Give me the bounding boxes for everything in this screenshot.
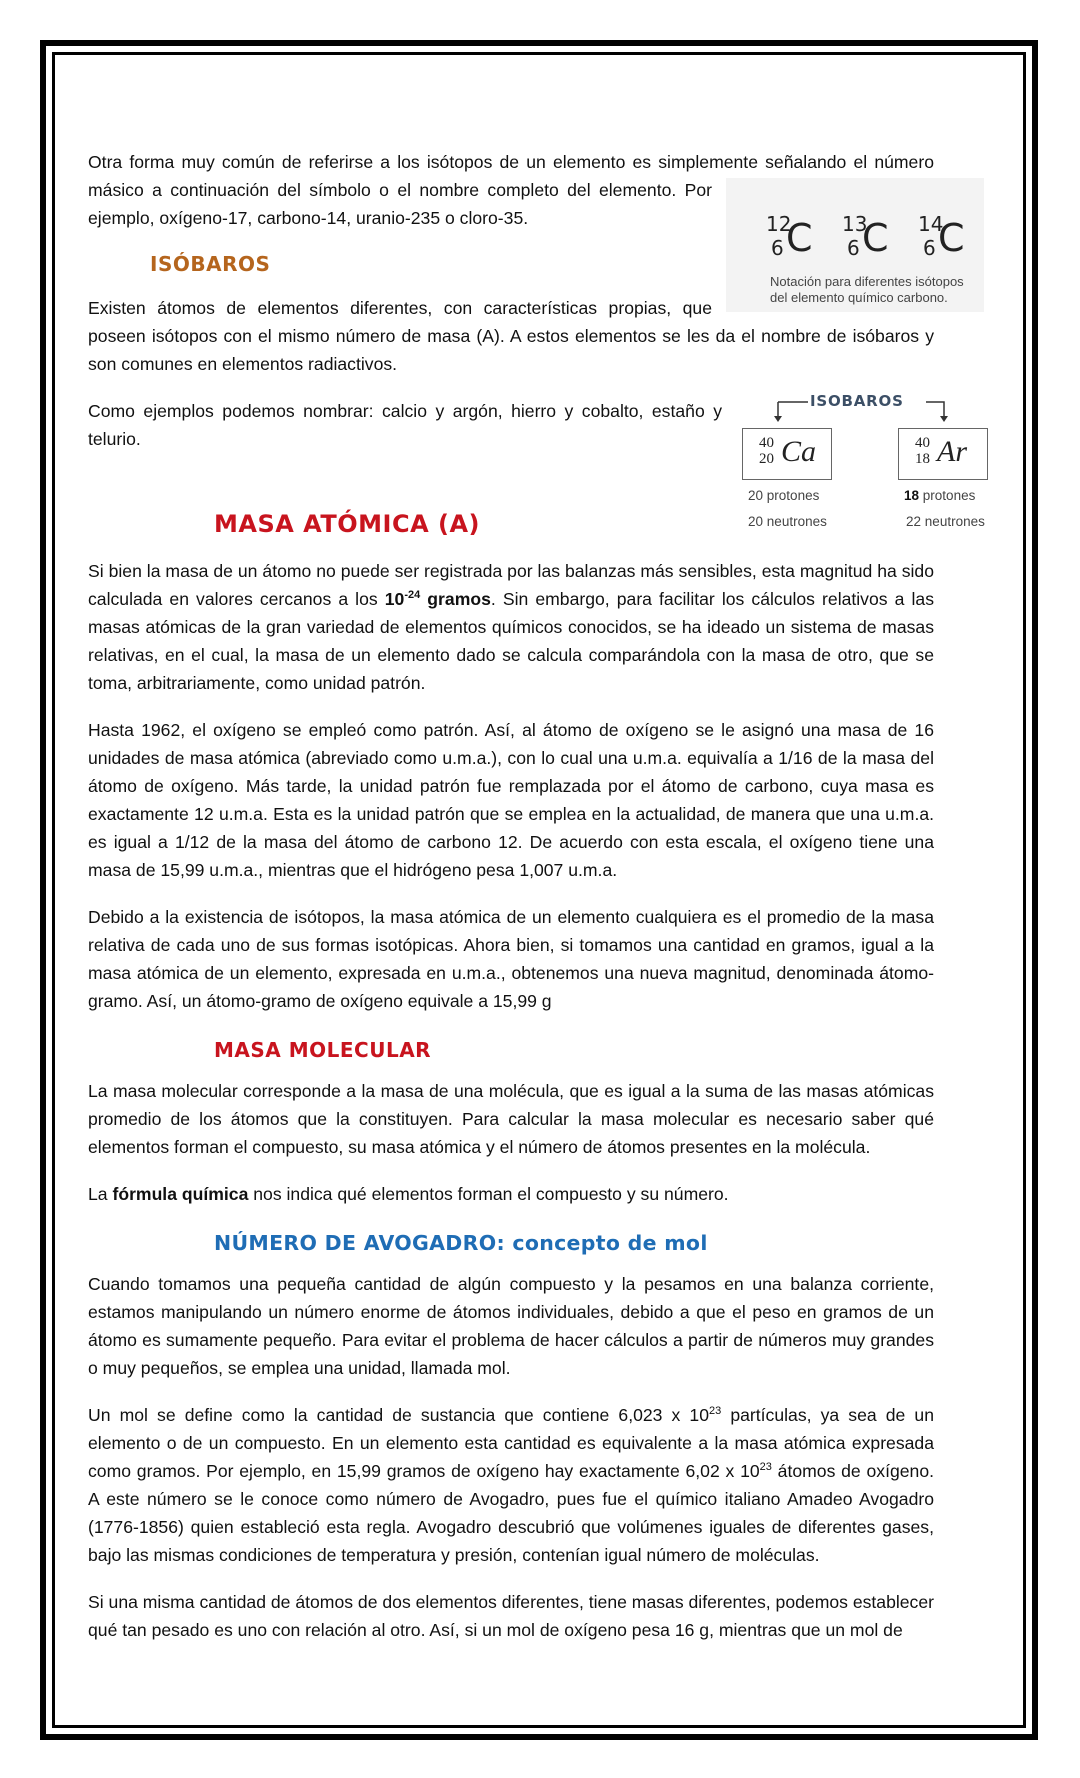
isobaros-line-1: Existen átomos de elementos diferentes, con características propias, que bbox=[88, 298, 712, 318]
paragraph-masa-1: Si bien la masa de un átomo no puede ser registrada por las balanzas más sensibles, esta magnitud ha sido calculada en valores cercanos a los $10^{-24}$ gramos. Sin embargo, para facilitar los cálculos relativos a las masas atómicas de la gran variedad de elementos químicos conocidos, se ha ideado un sistema de masas relativas, en el cual, la masa de un elemento dado se calcula comparándola con la masa de otro, que se toma, arbitrariamente, como unidad patrón. bbox=[88, 561, 934, 693]
isobaros-line-3: son comunes en elementos radiactivos. bbox=[88, 354, 398, 374]
paragraph-masa-2: Hasta 1962, el oxígeno se empleó como patrón. Así, al átomo de oxígeno se le asignó una masa de 16 unidades de masa atómica (abreviado como u.m.a.), con lo cual una u.m.a. equivalía a 1/16 de la masa del átomo de oxígeno. Más tarde, la unidad patrón fue remplazada por el átomo de carbono, cuya masa es exactamente 12 u.m.a. Esta es la unidad patrón que se emplea en la actualidad, de manera que una u.m.a. es igual a 1/12 de la masa del átomo de carbono 12. De acuerdo con esta escala, el oxígeno tiene una masa de 15,99 u.m.a., mientras que el hidrógeno pesa 1,007 u.m.a. bbox=[88, 720, 934, 880]
isobar-calcium-box: 40 20 Ca bbox=[742, 428, 832, 480]
heading-masa-atomica: MASA ATÓMICA (A) bbox=[214, 510, 481, 538]
intro-line-1: Otra forma muy común de referirse a los isótopos de un elemento es simplemente señalando el número bbox=[88, 152, 934, 172]
paragraph-formula: La fórmula química nos indica qué elementos forman el compuesto y su número. bbox=[88, 1184, 729, 1204]
main-content bbox=[88, 557, 934, 1644]
ejemplos-line-2: telurio. bbox=[88, 429, 141, 449]
paragraph-masa-3: Debido a la existencia de isótopos, la masa atómica de un elemento cualquiera es el promedio de la masa relativa de cada uno de sus formas isotópicas. Ahora bien, si tomamos una cantidad en gramos, igual a la masa atómica de un elemento, expresada en u.m.a., obtenemos una nueva magnitud, denominada átomo-gramo. Así, un átomo-gramo de oxígeno equivale a 15,99 g bbox=[88, 907, 934, 1011]
paragraph-molecular: La masa molecular corresponde a la masa de una molécula, que es igual a la suma de las masas atómicas promedio de los átomos que la constituyen. Para calcular la masa molecular es necesario saber qué elementos forman el compuesto, su masa atómica y el número de átomos presentes en la molécula. bbox=[88, 1081, 934, 1157]
carbon-isotopes-figure bbox=[726, 178, 984, 312]
calcium-protons: 20 protones bbox=[748, 488, 820, 503]
isotope-c12: 12 6 C bbox=[766, 212, 813, 260]
isotope-caption: Notación para diferentes isótopos del elemento químico carbono. bbox=[770, 274, 964, 305]
intro-line-3: ejemplo, oxígeno-17, carbono-14, uranio-235 o cloro-35. bbox=[88, 208, 529, 228]
isobars-figure bbox=[740, 388, 1010, 538]
isobar-argon-box: 40 18 Ar bbox=[898, 428, 988, 480]
isobaros-line-2: poseen isótopos con el mismo número de masa (A). A estos elementos se les da el nombre de isóbaros y bbox=[88, 326, 934, 346]
ejemplos-line-1: Como ejemplos podemos nombrar: calcio y argón, hierro y cobalto, estaño y bbox=[88, 401, 722, 421]
isobars-title: ISOBAROS bbox=[810, 392, 904, 410]
heading-isobaros: ISÓBAROS bbox=[150, 252, 271, 276]
paragraph-avogadro-2: Un mol se define como la cantidad de sustancia que contiene 6,023 x $10^{23}$ partículas, ya sea de un elemento o de un compuesto. En un elemento esta cantidad es equivalente a la masa atómica expresada como gramos. Por ejemplo, en 15,99 gramos de oxígeno hay exactamente 6,02 x $10^{23}$ átomos de oxígeno. A este número se le conoce como número de Avogadro, pues fue el químico italiano Amadeo Avogadro (1776-1856) quien estableció esta regla. Avogadro descubrió que volúmenes iguales de diferentes gases, bajo las mismas condiciones de temperatura y presión, contenían igual número de moléculas. bbox=[88, 1405, 934, 1565]
paragraph-avogadro-3: Si una misma cantidad de átomos de dos elementos diferentes, tiene masas diferentes, podemos establecer qué tan pesado es uno con relación al otro. Así, si un mol de oxígeno pesa 16 g, mientras que un mol de bbox=[88, 1592, 934, 1640]
isotope-c14: 14 6 C bbox=[918, 212, 965, 260]
argon-protons: 18 protones bbox=[904, 488, 976, 503]
intro-line-2: másico a continuación del símbolo o el nombre completo del elemento. Por bbox=[88, 180, 712, 200]
heading-avogadro: NÚMERO DE AVOGADRO: concepto de mol bbox=[214, 1231, 708, 1255]
argon-neutrons: 22 neutrones bbox=[906, 514, 985, 529]
calcium-neutrons: 20 neutrones bbox=[748, 514, 827, 529]
heading-masa-molecular: MASA MOLECULAR bbox=[214, 1038, 432, 1062]
paragraph-avogadro-1: Cuando tomamos una pequeña cantidad de algún compuesto y la pesamos en una balanza corriente, estamos manipulando un número enorme de átomos individuales, debido a que el peso en gramos de un átomo es sumamente pequeño. Para evitar el problema de hacer cálculos a partir de números muy grandes o muy pequeños, se emplea una unidad, llamada mol. bbox=[88, 1274, 934, 1378]
isotope-c13: 13 6 C bbox=[842, 212, 889, 260]
